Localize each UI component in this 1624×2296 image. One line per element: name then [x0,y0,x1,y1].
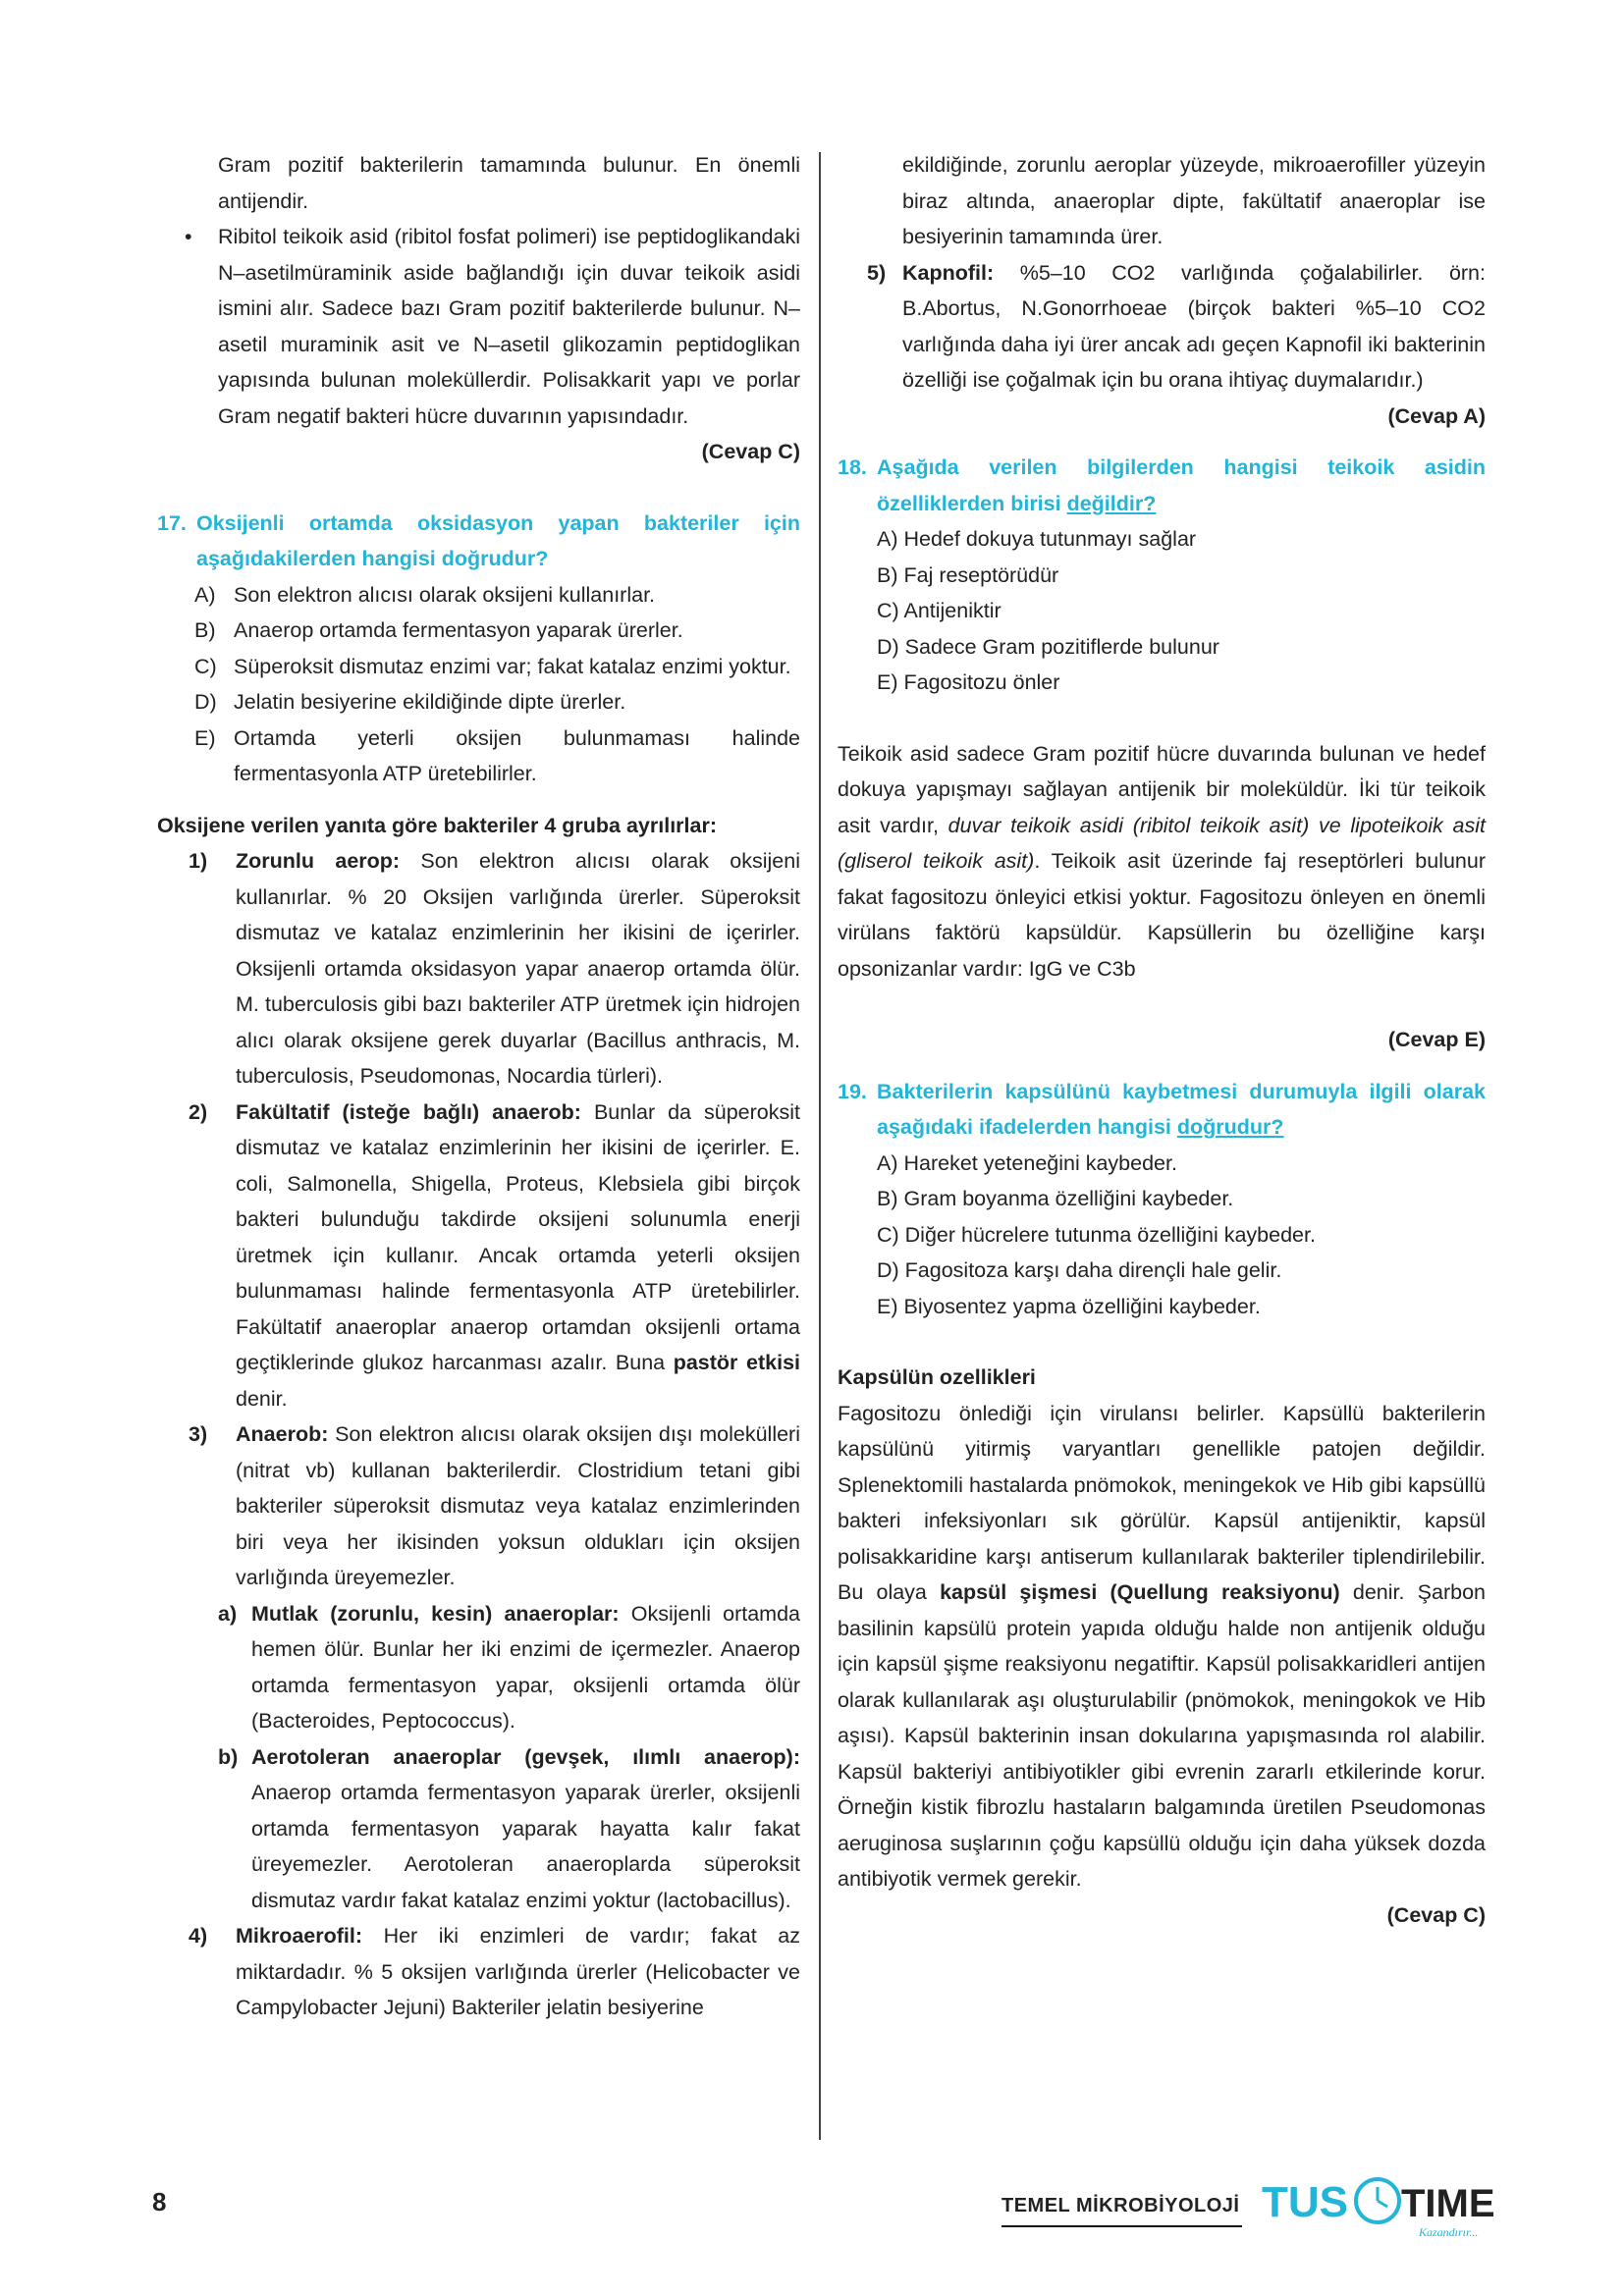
answer-label: (Cevap E) [1387,1028,1486,1051]
group-text: %5–10 CO2 varlığında çoğalabilirler. örn: B.Abortus, N.Gonorrhoeae (birçok bakteri %5–10 CO2 varlığında daha iyi ürer ancak adı geçen Kapnofil iki bakterinin özelliği ise çoğalmak için bu orana ihtiyaç duymalarıdır.) [902,260,1486,392]
option-text: Ortamda yeterli oksijen bulunmaması halinde fermentasyonla ATP üretebilirler. [234,725,800,785]
answer-option: B) Gram boyanma özelliğini kaybeder. [877,1187,1234,1210]
group-5 [838,255,1486,399]
tustime-logo [1262,2169,1497,2243]
group-text: Bunlar da süperoksit dismutaz ve katalaz enzimlerinin her ikisini de içerirler. E. coli, Salmonella, Shigella, Proteus, Klebsiela gibi birçok bakteri bulunduğu takdirde oksijeni solunumla enerji üretmek için kullanır. Ancak ortamda yeterli oksijen bulunmaması halinde fermentasyonla ATP üretebilirler. Fakültatif anaeroplar anaerop ortamdan oksijenli ortama geçtiklerinde glukoz harcanması azalır. Buna [236,1099,800,1374]
explanation-italic: duvar teikoik asidi (ribitol teikoik asit) ve lipoteikoik asit (gliserol teikoik asit) [838,813,1486,873]
group-name: Mikroaerofil: [236,1924,363,1948]
question-17 [157,506,800,577]
answer-option [157,649,800,685]
subgroup-label: a) [218,1601,238,1626]
option-text: Jelatin besiyerine ekildiğinde dipte ürerler. [234,690,626,714]
group-4-continuation: ekildiğinde, zorunlu aeroplar yüzeyde, mikroaerofiller yüzeyin biraz altında, anaeroplar dipte, fakültatif anaeroplar ise besiyerinin tamamında ürer. [902,153,1486,248]
answer-option: A) Hedef dokuya tutunmayı sağlar [877,527,1197,551]
group-label: 5) [867,260,887,285]
question-19 [838,1074,1486,1146]
group-label: 4) [189,1924,208,1948]
teikoik-explanation [838,736,1486,988]
left-column [157,147,800,2026]
answer-option [157,721,800,792]
answer-option: A) Hareket yeteneğini kaybeder. [877,1150,1177,1175]
book-title: TEMEL MİKROBİYOLOJİ [1001,2195,1240,2216]
group-name: Fakültatif (isteğe bağlı) anaerob: [236,1099,581,1124]
answer-label: (Cevap A) [1387,403,1486,428]
capsule-explanation [838,1396,1486,1897]
option-text: Son elektron alıcısı olarak oksijeni kullanırlar. [234,582,656,607]
answer-option [157,613,800,649]
group-label: 3) [189,1422,208,1446]
page-number: 8 [152,2187,167,2216]
answer-option: B) Faj reseptörüdür [877,562,1059,587]
explanation-text-end: denir. Şarbon basilinin kapsülü protein yapıda olduğu halde non antijenik olduğu için kapsül şişme reaksiyonu negatiftir. Kapsül polisakkaridleri antijen olarak kullanılarak aşı oluşturulabilir (pnömokok, meningokok ve Hib aşısı). Kapsül bakterinin insan dokularına yapışmasında rol alabilir. Kapsül bakteriyi antibiyotikler gibi evrenin zararlı etkilerinde korur. Örneğin kistik fibrozlu hastaların balgamında üretilen Pseudomonas aeruginosa suşlarının çoğu kapsüllü olduğu için daha yüksek dozda antibiyotik vermek gerekir. [838,1580,1486,1891]
groups-title: Oksijene verilen yanıta göre bakteriler 4 gruba ayrılırlar: [157,813,718,837]
answer-option: E) Biyosentez yapma özelliğini kaybeder. [877,1294,1261,1318]
explanation-text: Fagositozu önlediği için virulansı belirler. Kapsüllü bakterilerin kapsülünü yitirmiş varyantları genellikle patojen değildir. Splenektomili hastalarda pnömokok, meningekok ve Hib gibi kapsüllü bakteri infeksiyonları sık görülür. Kapsül antijeniktir, kapsül polisakkaridine karşı antiserum kullanılarak bakteriler tiplendirilebilir. Bu olaya [838,1401,1486,1604]
question-number: 17. [157,510,187,535]
question-underlined: değildir? [1066,491,1157,515]
subgroup-label: b) [218,1744,239,1769]
group-text: Son elektron alıcısı olarak oksijeni kullanırlar. % 20 Oksijen varlığında ürerler. Süperoksit dismutaz ve katalaz enzimlerinin her ikisini de içerirler. Oksijenli ortamda oksidasyon yapar anaerop ortamda ölür. M. tuberculosis gibi bazı bakteriler ATP üretmek için hidrojen alıcı olarak oksijene gerek duyarlar (Bacillus anthracis, M. tuberculosis, Pseudomonas, Nocardia türleri). [236,849,801,1088]
group-name: Zorunlu aerop: [236,849,401,873]
question-number: 19. [838,1079,867,1103]
group-name: Anaerob: [236,1422,329,1446]
logo-tagline: Kazandırır... [1419,2225,1479,2239]
intro-continuation: Gram pozitif bakterilerin tamamında bulunur. En önemli antijendir. [218,153,800,213]
group-text: Her iki enzimleri de vardır; fakat az miktardadır. % 5 oksijen varlığında ürerler (Helicobacter ve Campylobacter Jejuni) Bakteriler jelatin besiyerine [236,1924,800,2019]
bullet-item [157,219,800,434]
option-text: Anaerop ortamda fermentasyon yaparak ürerler. [234,618,683,642]
bullet-icon: • [185,225,192,248]
answer-option [157,577,800,614]
answer-option: D) Sadece Gram pozitiflerde bulunur [877,634,1219,659]
footer-rule [1001,2225,1242,2227]
group-label: 2) [189,1099,208,1124]
question-18-options [838,521,1486,701]
subgroup-text: Anaerop ortamda fermentasyon yaparak ürerler, oksijenli ortamda fermentasyon yaparak hayatta kalır fakat üreyemezler. Aerotoleran anaeroplarda süperoksit dismutaz vardır fakat katalaz enzimi yoktur (lactobacillus). [251,1781,800,1912]
question-text: Bakterilerin kapsülünü kaybetmesi durumuyla ilgili olarak aşağıdaki ifadelerden hangisi [877,1079,1486,1139]
bullet-text: Ribitol teikoik asid (ribitol fosfat polimeri) ise peptidoglikandaki N–asetilmüraminik aside bağlandığı için duvar teikoik asidi ismini alır. Sadece bazı Gram pozitif bakterilerde bulunur. N–asetil muraminik asit ve N–asetil glikozamin peptidoglikan yapısında bulunan moleküllerdir. Polisakkarit yapı ve porlar Gram negatif bakteri hücre duvarının yapısındadır. [218,225,800,428]
group-3a [157,1596,800,1739]
subgroup-text: Oksijenli ortamda hemen ölür. Bunlar her iki enzimi de içermezler. Anaerop ortamda fermentasyon yapar, oksijenli ortamda ölür (Bacteroides, Peptococcus). [251,1601,800,1733]
question-underlined: doğrudur? [1176,1115,1284,1139]
answer-option: D) Fagositoza karşı daha dirençli hale gelir. [877,1258,1282,1282]
question-number: 18. [838,455,867,479]
logo-right-text: TIME [1401,2182,1495,2225]
answer-option: C) Antijeniktir [877,599,1001,622]
capsule-title: Kapsülün ozellikleri [838,1365,1036,1389]
question-text: Oksijenli ortamda oksidasyon yapan bakteriler için aşağıdakilerden hangisi doğrudur? [196,510,800,570]
explanation-text-end: . Teikoik asit üzerinde faj reseptörleri bulunur fakat fagositozu önleyici etkisi yoktur. Fagositozu önleyen en önemli virülans faktörü kapsüldür. Kapsüllerin bu özelliğine karşı opsonizanlar vardır: IgG ve C3b [838,849,1487,981]
group-3b [157,1739,800,1919]
option-letter: C) [194,654,217,678]
question-19-options [838,1146,1486,1325]
answer-option: C) Diğer hücrelere tutunma özelliğini kaybeder. [877,1222,1316,1247]
group-label: 1) [189,849,208,873]
column-divider [819,152,821,2140]
subgroup-name: Mutlak (zorunlu, kesin) anaeroplar: [251,1601,620,1626]
option-letter: D) [194,690,217,714]
group-name: Kapnofil: [902,260,995,285]
group-text: Son elektron alıcısı olarak oksijen dışı molekülleri (nitrat vb) kullanan bakterilerdir. Clostridium tetani gibi bakteriler süperoksit dismutaz veya katalaz enzimlerinden biri veya her ikisinden yoksun oldukları için oksijen varlığında üreyemezler. [236,1422,800,1589]
answer-option [157,684,800,721]
group-2 [157,1095,800,1417]
option-letter: E) [194,725,216,750]
right-column [838,147,1486,1933]
answer-option: E) Fagositozu önler [877,670,1060,694]
logo-left-text: TUS [1262,2178,1348,2226]
clock-hand-icon [1378,2201,1387,2207]
question-text: Aşağıda verilen bilgilerden hangisi teikoik asidin özelliklerden birisi [877,455,1486,515]
option-text: Süperoksit dismutaz enzimi var; fakat katalaz enzimi yoktur. [234,654,791,678]
explanation-text: Teikoik asid sadece Gram pozitif hücre duvarında bulunan ve hedef dokuya yapışmayı sağlayan antijenik bir moleküldür. İki tür teikoik asit vardır, [838,741,1486,837]
answer-label: (Cevap C) [1386,1902,1486,1927]
subgroup-name: Aerotoleran anaeroplar (gevşek, ılımlı anaerop): [251,1744,800,1769]
question-17-options [157,577,800,792]
answer-label: (Cevap C) [701,440,800,463]
group-3 [157,1416,800,1596]
explanation-bold: kapsül şişmesi (Quellung reaksiyonu) [940,1580,1340,1604]
question-18 [838,450,1486,521]
group-bold-term: pastör etkisi [673,1351,800,1374]
group-text-end: denir. [236,1386,288,1411]
option-letter: B) [194,618,216,642]
option-letter: A) [194,582,216,607]
group-4 [157,1918,800,2026]
group-1 [157,843,800,1095]
